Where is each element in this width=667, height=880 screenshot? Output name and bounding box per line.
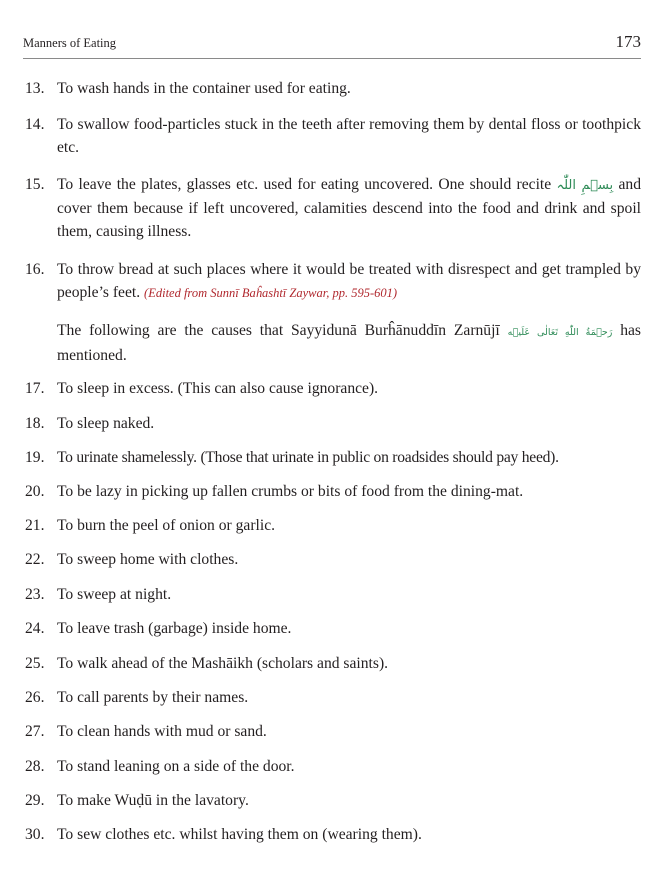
list-item <box>25 173 641 243</box>
bismillah-arabic: بِسۡمِ اللّٰہ <box>556 178 614 193</box>
intro-text-after: has mentioned. <box>57 322 641 364</box>
item-text: To sew clothes etc. whilst having them on (wearing them). <box>57 826 422 843</box>
page-header <box>23 30 641 59</box>
item-text: To clean hands with mud or sand. <box>57 723 267 740</box>
item-number: 14. <box>25 116 45 133</box>
list-item <box>25 652 641 675</box>
item-text: To sleep in excess. (This can also cause ignorance). <box>57 380 379 397</box>
list-item <box>25 617 641 640</box>
item-number: 22. <box>25 551 45 568</box>
item-text <box>57 173 641 243</box>
item-text: To swallow food-particles stuck in the teeth after removing them by dental floss or toothpick etc. <box>57 116 641 156</box>
item-number: 28. <box>25 758 45 775</box>
honorific-arabic: رَحۡمَةُ اللّٰهِ تَعَالٰی عَلَیۡه <box>507 327 613 338</box>
page-number: 173 <box>615 32 641 51</box>
intro-paragraph <box>57 319 641 367</box>
item-text: To be lazy in picking up fallen crumbs or bits of food from the dining-mat. <box>57 483 524 500</box>
item-number: 13. <box>25 80 45 97</box>
item-number: 24. <box>25 620 45 637</box>
item-number: 19. <box>25 449 45 466</box>
citation: (Edited from Sunnī Baĥashtī Zaywar, pp. 595-601) <box>144 286 398 300</box>
list-item <box>25 514 641 537</box>
item-text: To sweep home with clothes. <box>57 551 239 568</box>
item-text: To sleep naked. <box>57 415 155 432</box>
item-text: To make Wuḍū in the lavatory. <box>57 792 249 809</box>
item-number: 30. <box>25 826 45 843</box>
running-title: Manners of Eating <box>23 36 117 50</box>
list-item <box>25 412 641 435</box>
item-number: 16. <box>25 261 45 278</box>
item-text: To burn the peel of onion or garlic. <box>57 517 276 534</box>
item-text: To leave trash (garbage) inside home. <box>57 620 292 637</box>
item-number: 23. <box>25 586 45 603</box>
list-item <box>25 77 641 100</box>
item-text-after: and cover them because if left uncovered, calamities descend into the food and drink and spoil them, causing illness. <box>57 176 642 240</box>
item-number: 18. <box>25 415 45 432</box>
list-item <box>25 113 641 159</box>
item-text <box>57 258 641 305</box>
list-item <box>25 720 641 743</box>
item-number: 26. <box>25 689 45 706</box>
intro-text-before: The following are the causes that Sayyidunā Burĥānuddīn Zarnūjī <box>57 322 500 339</box>
item-text: To wash hands in the container used for eating. <box>57 80 351 97</box>
item-number: 17. <box>25 380 45 397</box>
list-item <box>25 258 641 305</box>
item-text: To walk ahead of the Mashāikh (scholars and saints). <box>57 655 389 672</box>
item-text: To call parents by their names. <box>57 689 249 706</box>
list-item <box>25 446 641 469</box>
list-item <box>25 823 641 846</box>
item-text: To urinate shamelessly. (Those that urinate in public on roadsides should pay heed). <box>57 449 559 466</box>
list-item <box>25 789 641 812</box>
item-number: 25. <box>25 655 45 672</box>
item-number: 29. <box>25 792 45 809</box>
item-number: 27. <box>25 723 45 740</box>
list-item <box>25 548 641 571</box>
item-number: 20. <box>25 483 45 500</box>
list-item <box>25 377 641 400</box>
list-item <box>25 686 641 709</box>
item-text: To sweep at night. <box>57 586 172 603</box>
list-item <box>25 583 641 606</box>
item-number: 15. <box>25 176 45 193</box>
item-text-before: To leave the plates, glasses etc. used for eating uncovered. One should recite <box>57 176 552 193</box>
list-item <box>25 755 641 778</box>
list-item <box>25 480 641 503</box>
item-text-body: To throw bread at such places where it would be treated with disrespect and get trampled by people’s feet. <box>57 261 641 301</box>
item-number: 21. <box>25 517 45 534</box>
item-text: To stand leaning on a side of the door. <box>57 758 295 775</box>
